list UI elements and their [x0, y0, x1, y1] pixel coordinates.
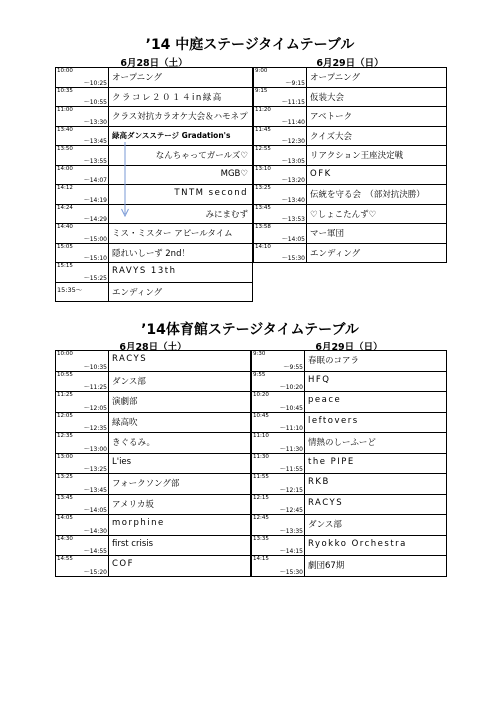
- start-time: 11:45: [255, 126, 271, 133]
- program-name: エンディング: [310, 248, 361, 259]
- start-time: 11:00: [57, 107, 73, 113]
- start-time: 13:45: [57, 494, 73, 501]
- time-cell: [254, 126, 307, 146]
- table-row: [56, 282, 253, 302]
- program-name: the PIPE: [308, 456, 355, 467]
- end-time: ～11:10: [279, 425, 303, 432]
- table-row: [252, 453, 447, 474]
- stage1-day1-table: [55, 67, 253, 302]
- table-row: [56, 68, 253, 88]
- end-time: ～11:30: [279, 445, 303, 453]
- table-row: [56, 371, 251, 392]
- program-name: マー軍団: [310, 229, 345, 239]
- stage1-title: ’14 中庭ステージタイムテーブル: [145, 37, 355, 53]
- time-cell: [56, 351, 109, 372]
- time-cell: [56, 412, 109, 433]
- table-row: [254, 126, 447, 146]
- program-name: ♡しょこたんず♡: [310, 209, 377, 220]
- program-name: TNTM second: [174, 188, 248, 198]
- end-time: ～13:05: [281, 157, 305, 165]
- end-time: ～12:05: [83, 404, 107, 412]
- program-name: 伝統を守る会 （部対抗決勝）: [310, 190, 425, 200]
- end-time: ～13:40: [281, 196, 305, 204]
- end-time: ～15:30: [279, 568, 303, 576]
- time-cell: [254, 87, 307, 107]
- program-name: 緑高ダンスステージ Gradation's: [112, 130, 231, 140]
- table-row: [254, 87, 447, 107]
- table-row: [56, 224, 253, 244]
- stage2-day2-date: 6月29日（日）: [315, 342, 383, 353]
- end-time: ～14:55: [83, 548, 107, 555]
- program-name: RKB: [308, 477, 330, 487]
- start-time: 14:15: [253, 556, 269, 562]
- program-cell: [307, 224, 447, 244]
- end-time: ～10:20: [279, 384, 303, 391]
- start-time: 11:30: [253, 453, 269, 460]
- program-cell: [109, 185, 253, 205]
- table-row: [252, 371, 447, 392]
- time-cell: [56, 474, 109, 495]
- start-time: 9:30: [253, 351, 266, 357]
- program-name: MGB♡: [220, 168, 248, 179]
- start-time: 14:12: [57, 185, 73, 191]
- end-time: ～10:35: [83, 363, 107, 371]
- table-row: [56, 515, 251, 536]
- time-cell: [56, 165, 109, 185]
- stage1-day2-table: [253, 67, 447, 263]
- table-row: [56, 535, 251, 556]
- time-cell: [254, 204, 307, 224]
- end-time: ～13:45: [83, 138, 107, 145]
- end-time: ～15:20: [83, 568, 107, 576]
- end-time: ～12:30: [281, 138, 305, 145]
- start-time: 9:15: [255, 87, 268, 94]
- program-cell: [305, 351, 447, 372]
- start-time: 13:50: [57, 146, 73, 152]
- time-cell: [56, 453, 109, 474]
- start-time: 10:45: [253, 412, 269, 419]
- end-time: ～13:30: [83, 118, 107, 126]
- program-cell: [109, 433, 251, 454]
- table-row: [56, 453, 251, 474]
- program-cell: [307, 204, 447, 224]
- program-name: アメリカ坂: [112, 499, 154, 510]
- table-row: [254, 185, 447, 205]
- time-cell: [56, 68, 109, 88]
- end-time: ～14:19: [83, 196, 107, 204]
- end-time: ～13:45: [83, 486, 107, 494]
- program-name: リアクション王座決定戦: [310, 151, 404, 161]
- start-time: 11:25: [57, 392, 73, 398]
- start-time: 12:45: [253, 515, 269, 521]
- program-cell: [305, 453, 447, 474]
- program-name: RACYS: [308, 497, 344, 508]
- program-cell: [305, 515, 447, 536]
- table-row: [252, 351, 447, 372]
- program-cell: [109, 412, 251, 433]
- program-name: COF: [112, 559, 135, 569]
- end-time: ～11:55: [279, 466, 303, 473]
- program-cell: [109, 392, 251, 413]
- program-cell: [109, 68, 253, 88]
- end-time: ～14:05: [281, 235, 305, 243]
- down-arrow-icon: [120, 140, 130, 220]
- time-cell: [56, 243, 109, 263]
- program-name: 演劇部: [112, 397, 138, 407]
- table-row: [254, 243, 447, 263]
- program-cell: [305, 392, 447, 413]
- time-cell: [252, 556, 305, 577]
- time-cell: [56, 204, 109, 224]
- program-name: クラス対抗カラオケ大会＆ハモネプ: [112, 112, 248, 122]
- end-time: ～15:25: [83, 274, 107, 282]
- program-name: 春眠のコアラ: [308, 356, 360, 366]
- end-time: ～9:15: [285, 79, 305, 87]
- time-cell: [254, 224, 307, 244]
- start-time: 12:15: [253, 494, 269, 501]
- time-cell: [56, 126, 109, 146]
- table-row: [254, 204, 447, 224]
- table-row: [252, 494, 447, 515]
- time-cell: [252, 412, 305, 433]
- time-cell: [56, 87, 109, 107]
- table-row: [56, 243, 253, 263]
- time-cell: [56, 433, 109, 454]
- end-time: ～15:10: [83, 255, 107, 262]
- table-row: [252, 515, 447, 536]
- time-cell: [252, 453, 305, 474]
- program-cell: [109, 146, 253, 166]
- end-time: ～13:20: [281, 177, 305, 184]
- table-row: [56, 556, 251, 577]
- start-time: 13:00: [57, 453, 73, 460]
- end-time: ～13:55: [83, 157, 107, 165]
- program-name: フォークソング部: [112, 479, 180, 489]
- program-cell: [109, 515, 251, 536]
- table-row: [56, 351, 251, 372]
- start-time: 9:55: [253, 371, 266, 378]
- program-cell: [305, 474, 447, 495]
- program-name: RAVYS 13th: [112, 266, 177, 276]
- end-time: ～13:00: [83, 445, 107, 453]
- start-time: 10:55: [57, 371, 73, 378]
- table-row: [252, 433, 447, 454]
- end-time: ～10:45: [279, 404, 303, 412]
- end-time: ～14:29: [83, 216, 107, 223]
- table-row: [56, 87, 253, 107]
- start-time: 13:25: [57, 474, 73, 480]
- table-row: [252, 392, 447, 413]
- end-time: ～13:25: [83, 466, 107, 473]
- end-time: ～12:35: [83, 425, 107, 432]
- program-name: クラコレ２０１４in緑高: [112, 92, 223, 103]
- program-cell: [307, 243, 447, 263]
- start-time: 13:45: [255, 204, 271, 211]
- table-row: [252, 474, 447, 495]
- end-time: ～11:40: [281, 118, 305, 126]
- program-name: ダンス部: [308, 520, 342, 530]
- start-time: 11:55: [253, 474, 269, 480]
- table-row: [254, 68, 447, 88]
- stage1-day1-date: 6月28日（土）: [120, 58, 188, 69]
- start-time: 12:05: [57, 412, 73, 419]
- time-cell: [252, 494, 305, 515]
- program-name: ミス・ミスター アピールタイム: [112, 229, 233, 239]
- stage2-day2-table: [251, 350, 447, 577]
- table-row: [56, 433, 251, 454]
- program-cell: [307, 126, 447, 146]
- table-row: [252, 412, 447, 433]
- end-time: ～11:15: [281, 99, 305, 106]
- time-cell: [254, 146, 307, 166]
- table-row: [56, 165, 253, 185]
- program-name: 仮装大会: [310, 92, 345, 103]
- time-cell: [252, 371, 305, 392]
- stage2-title: ’14体育館ステージタイムテーブル: [141, 322, 359, 338]
- program-cell: [305, 535, 447, 556]
- table-row: [252, 556, 447, 577]
- program-name: 隠れいしーず 2nd！: [112, 248, 190, 259]
- program-name: オープニング: [310, 73, 360, 83]
- time-cell: [56, 107, 109, 127]
- program-name: なんちゃってガールズ♡: [155, 151, 248, 161]
- table-row: [252, 535, 447, 556]
- start-time: 14:30: [57, 535, 73, 542]
- program-cell: [109, 282, 253, 302]
- program-name: みにまむず: [205, 209, 248, 220]
- end-time: ～14:07: [83, 177, 107, 184]
- time-cell: [252, 515, 305, 536]
- start-time: 10:00: [57, 351, 73, 357]
- end-time: ～12:45: [279, 507, 303, 514]
- program-name: きぐるみ。: [112, 438, 156, 448]
- start-time: 14:24: [57, 204, 73, 211]
- table-row: [56, 185, 253, 205]
- time-cell: [254, 165, 307, 185]
- start-time: 10:00: [57, 68, 73, 74]
- program-cell: [109, 351, 251, 372]
- end-time: ～15:00: [83, 235, 107, 243]
- time-cell: [252, 535, 305, 556]
- program-cell: [109, 474, 251, 495]
- program-cell: [109, 494, 251, 515]
- program-cell: [109, 263, 253, 283]
- table-row: [254, 146, 447, 166]
- program-cell: [109, 224, 253, 244]
- program-cell: [109, 165, 253, 185]
- program-cell: [109, 243, 253, 263]
- program-cell: [305, 371, 447, 392]
- program-name: L'ies: [112, 456, 132, 467]
- program-name: Ryokko Orchestra: [308, 538, 407, 549]
- time-cell: [252, 433, 305, 454]
- end-time: ～14:30: [83, 527, 107, 535]
- end-time: ～12:15: [279, 486, 303, 494]
- program-cell: [305, 412, 447, 433]
- program-name: RACYS: [112, 354, 148, 364]
- time-cell: [252, 392, 305, 413]
- start-time: 10:20: [253, 392, 269, 398]
- program-name: ダンス部: [112, 376, 146, 387]
- end-time: ～10:25: [83, 79, 107, 87]
- time-cell: [56, 371, 109, 392]
- time-cell: [252, 474, 305, 495]
- program-cell: [305, 433, 447, 454]
- program-cell: [307, 87, 447, 107]
- program-name: 情熱のしーふーど: [308, 438, 376, 448]
- time-cell: [56, 224, 109, 244]
- time-cell: [56, 282, 109, 302]
- start-time: 15:05: [57, 243, 73, 250]
- start-time: 10:35: [57, 87, 73, 94]
- table-row: [56, 126, 253, 146]
- start-time: 15:35～: [57, 285, 83, 294]
- program-cell: [307, 146, 447, 166]
- program-name: アベトーク: [310, 112, 353, 122]
- start-time: 14:10: [255, 243, 271, 250]
- program-cell: [307, 68, 447, 88]
- program-cell: [109, 556, 251, 577]
- stage2-day1-date: 6月28日（土）: [119, 342, 187, 353]
- table-row: [254, 165, 447, 185]
- table-row: [254, 224, 447, 244]
- end-time: ～13:35: [279, 527, 303, 535]
- start-time: 15:15: [57, 263, 73, 269]
- start-time: 9:00: [255, 68, 268, 74]
- table-row: [56, 204, 253, 224]
- program-cell: [109, 87, 253, 107]
- time-cell: [56, 263, 109, 283]
- program-cell: [307, 165, 447, 185]
- program-name: peace: [308, 395, 342, 405]
- program-cell: [109, 126, 253, 146]
- time-cell: [254, 243, 307, 263]
- program-cell: [109, 107, 253, 127]
- program-name: オープニング: [112, 73, 162, 83]
- time-cell: [56, 556, 109, 577]
- program-name: leftovers: [308, 415, 359, 426]
- end-time: ～13:53: [281, 216, 305, 223]
- start-time: 12:35: [57, 433, 73, 439]
- program-cell: [307, 107, 447, 127]
- program-name: 劇団67期: [308, 561, 345, 571]
- time-cell: [254, 107, 307, 127]
- program-name: クイズ大会: [310, 131, 352, 142]
- start-time: 14:00: [57, 165, 73, 172]
- start-time: 11:20: [255, 107, 271, 113]
- end-time: ～11:25: [83, 384, 107, 391]
- program-name: morphine: [112, 518, 165, 528]
- start-time: 13:35: [253, 535, 269, 542]
- time-cell: [254, 68, 307, 88]
- program-cell: [305, 494, 447, 515]
- table-row: [56, 412, 251, 433]
- start-time: 13:10: [255, 165, 271, 172]
- end-time: ～15:30: [281, 255, 305, 262]
- time-cell: [56, 185, 109, 205]
- table-row: [56, 107, 253, 127]
- program-cell: [307, 185, 447, 205]
- table-row: [56, 392, 251, 413]
- start-time: 13:40: [57, 126, 73, 133]
- start-time: 14:40: [57, 224, 73, 230]
- start-time: 13:25: [255, 185, 271, 191]
- table-row: [56, 146, 253, 166]
- time-cell: [252, 351, 305, 372]
- program-cell: [305, 556, 447, 577]
- program-name: HFQ: [308, 374, 331, 385]
- start-time: 14:05: [57, 515, 73, 521]
- table-row: [56, 474, 251, 495]
- program-name: エンディング: [112, 287, 163, 298]
- end-time: ～14:15: [279, 548, 303, 555]
- table-row: [254, 107, 447, 127]
- end-time: ～10:55: [83, 99, 107, 106]
- time-cell: [254, 185, 307, 205]
- stage2-day1-table: [55, 350, 251, 577]
- end-time: ～14:05: [83, 507, 107, 514]
- time-cell: [56, 515, 109, 536]
- time-cell: [56, 494, 109, 515]
- program-name: 緑高吹: [112, 417, 138, 428]
- program-cell: [109, 371, 251, 392]
- end-time: ～9:55: [283, 363, 303, 371]
- table-row: [56, 494, 251, 515]
- start-time: 13:58: [255, 224, 271, 230]
- time-cell: [56, 146, 109, 166]
- program-cell: [109, 453, 251, 474]
- program-cell: [109, 535, 251, 556]
- time-cell: [56, 535, 109, 556]
- program-cell: [109, 204, 253, 224]
- start-time: 14:55: [57, 556, 73, 562]
- start-time: 11:10: [253, 433, 269, 439]
- program-name: OFK: [310, 168, 332, 179]
- table-row: [56, 263, 253, 283]
- program-name: first crisis: [112, 538, 154, 549]
- stage1-day2-date: 6月29日（日）: [316, 58, 384, 69]
- time-cell: [56, 392, 109, 413]
- start-time: 12:55: [255, 146, 271, 152]
